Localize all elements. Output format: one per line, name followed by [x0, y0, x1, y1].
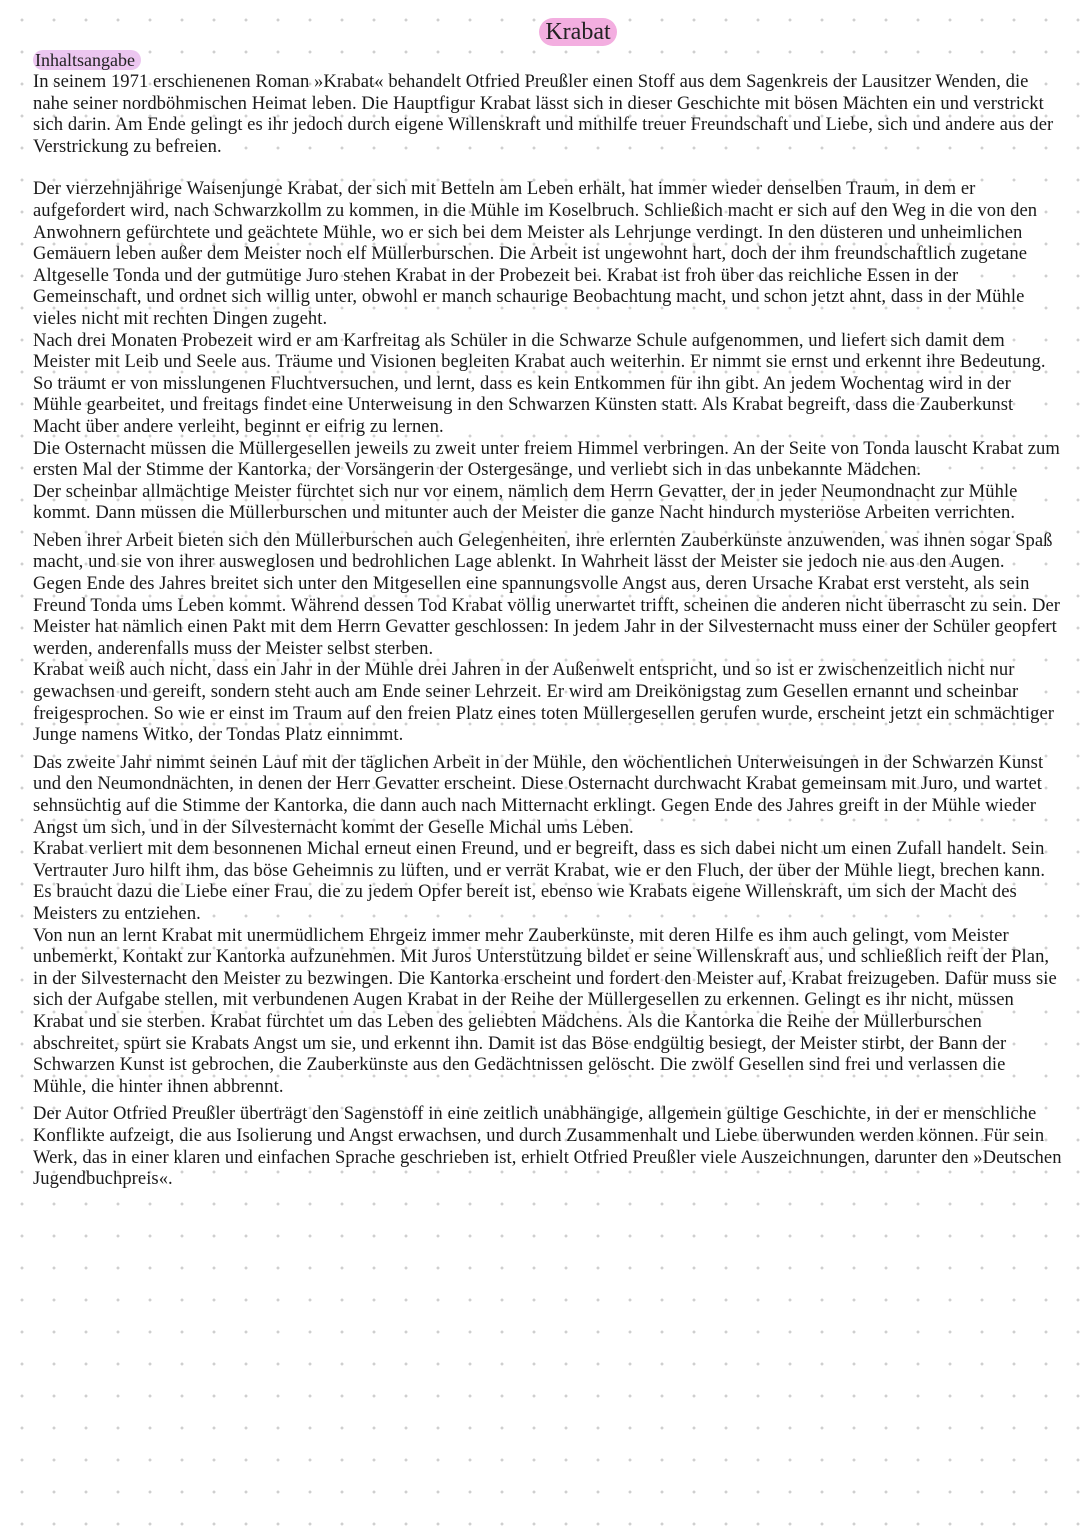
paragraph-michal: Krabat verliert mit dem besonnenen Michal erneut einen Freund, und er begreift, dass es sich dabei nicht um einen Zufall handelt. Sein Vertrauter Juro hilft ihm, das böse Geheimnis zu lüften, und er verrät Krabat, wie er den Fluch, der über der Mühle liegt, brechen kann. Es braucht dazu die Liebe einer Frau, die zu jedem Opfer bereit ist, ebenso wie Krabats eigene Willenskraft, um sich der Macht des Meisters zu entziehen. — [33, 838, 1046, 924]
paragraph-easter: Die Osternacht müssen die Müllergesellen jeweils zu zweit unter freiem Himmel verbringen. An der Seite von Tonda lauscht Krabat zum ersten Mal der Stimme der Kantorka, der Vorsängerin der Ostergesänge, und verliebt sich in das unbekannte Mädchen. — [33, 437, 1060, 481]
document-page — [33, 18, 1063, 1190]
paragraph-years: Krabat weiß auch nicht, dass ein Jahr in der Mühle drei Jahren in der Außenwelt entspricht, und so ist er zwischenzeitlich nicht nur gewachsen und gereift, sondern steht auch am Ende seiner Lehrzeit. Er wird am Dreikönigstag zum Gesellen ernannt und scheinbar freigesprochen. So wie er einst im Traum auf den freien Platz eines toten Müllergesellen gerufen wurde, erscheint jetzt ein schmächtiger Junge namens Witko, der Tondas Platz einnimmt. — [33, 659, 1055, 746]
paragraph-magic: Neben ihrer Arbeit bieten sich den Müllerburschen auch Gelegenheiten, ihre erlernten Zauberkünste anzuwenden, was ihnen sogar Spaß macht, und sie von ihrer ausweglosen und bedrohlichen Lage ablenkt. In Wahrheit lässt der Meister sie jedoch nie aus den Augen. — [33, 529, 1053, 573]
paragraph-dream: Der vierzehnjährige Waisenjunge Krabat, der sich mit Betteln am Leben erhält, hat immer wieder denselben Traum, in dem er aufgefordert wird, nach Schwarzkollm zu kommen, in die Mühle im Koselbruch. Schließich macht er sich auf den Weg in die von den Anwohnern gefürchtete und geächtete Mühle, wo er sich bei dem Meister als Lehrjunge verdingt. In den düsteren und unheimlichen Gemäuern leben außer dem Meister noch elf Müllerburschen. Die Arbeit ist ungewohnt hart, doch der ihm freundschaftlich zugetane Altgeselle Tonda und der gutmütige Juro stehen Krabat in der Probezeit bei. Krabat ist froh über das reichliche Essen in der Gemeinschaft, und ordnet sich willig unter, obwohl er manch schaurige Beobachtung macht, und schon jetzt ahnt, dass in der Mühle vieles nicht mit rechten Dingen zugeht. — [33, 178, 1038, 329]
paragraph-school: Nach drei Monaten Probezeit wird er am Karfreitag als Schüler in die Schwarze Schule aufgenommen, und liefert sich damit dem Meister mit Leib und Seele aus. Träume und Visionen begleiten Krabat auch weiterhin. Er nimmt sie ernst und erkennt ihre Bedeutung. So träumt er von misslungenen Fluchtversuchen, und lernt, dass es kein Entkommen für ihn gibt. An jedem Wochentag wird in der Mühle gearbeitet, und freitags findet eine Unterweisung in den Schwarzen Künsten statt. Als Krabat begreift, dass die Zauberkunst Macht über andere verleiht, beginnt er eifrig zu lernen. — [33, 329, 1046, 437]
subheading-row — [33, 48, 1063, 71]
title-row — [93, 18, 1063, 48]
paragraph-gevatter: Der scheinbar allmächtige Meister fürchtet sich nur vor einem, nämlich dem Herrn Gevatter, der in jeder Neumondnacht zur Mühle kommt. Dann müssen die Müllerburschen und mitunter auch der Meister die ganze Nacht hindurch mysteriöse Arbeiten verrichten. — [33, 480, 1018, 524]
paragraph-intro: In seinem 1971 erschienenen Roman »Krabat« behandelt Otfried Preußler einen Stoff aus dem Sagenkreis der Lausitzer Wenden, die nahe seiner nordböhmischen Heimat leben. Die Hauptfigur Krabat lässt sich in dieser Geschichte mit bösen Mächten ein und verstrickt sich darin. Am Ende gelingt es ihr jedoch durch eigene Willenskraft und mithilfe treuer Freundschaft und Liebe, sich und andere aus der Verstrickung zu befreien. — [33, 71, 1054, 157]
document-title: Krabat — [539, 18, 616, 46]
paragraph-second-year: Das zweite Jahr nimmt seinen Lauf mit der täglichen Arbeit in der Mühle, den wöchentlichen Unterweisungen in der Schwarzen Kunst und den Neumondnächten, in denen der Herr Gevatter erscheint. Diese Osternacht durchwacht Krabat gemeinsam mit Juro, und wartet sehnsüchtig auf die Stimme der Kantorka, die dann auch nach Mitternacht erklingt. Gegen Ende des Jahres greift in der Mühle wieder Angst um sich, und in der Silvesternacht kommt der Geselle Michal ums Leben. — [33, 751, 1044, 838]
section-heading: Inhaltsangabe — [33, 50, 141, 70]
paragraph-kantorka: Von nun an lernt Krabat mit unermüdlichem Ehrgeiz immer mehr Zauberkünste, mit deren Hilfe es ihm auch gelingt, vom Meister unbemerkt, Kontakt zur Kantorka aufzunehmen. Mit Juros Unterstützung bildet er seine Willenskraft aus, und schließlich reift der Plan, in der Silvesternacht den Meister zu bezwingen. Die Kantorka erscheint und fordert den Meister auf, Krabat freizugeben. Dafür muss sie sich der Aufgabe stellen, mit verbundenen Augen Krabat in der Reihe der Müllergesellen zu erkennen. Gelingt es ihr nicht, müssen Krabat und sie sterben. Krabat fürchtet um das Leben des geliebten Mädchens. Als die Kantorka die Reihe der Müllerburschen abschreitet, spürt sie Krabats Angst um sie, und erkennt ihn. Damit ist das Böse endgültig besiegt, der Meister stirbt, der Bann der Schwarzen Kunst ist gebrochen, die Zauberkünste aus den Gedächtnissen gelöscht. Die zwölf Gesellen sind frei und verlassen die Mühle, die hinter ihnen abbrennt. — [33, 924, 1057, 1097]
paragraph-author: Der Autor Otfried Preußler überträgt den Sagenstoff in eine zeitlich unabhängige, allgemein gültige Geschichte, in der er menschliche Konflikte aufzeigt, die aus Isolierung und Angst erwachsen, und durch Zusammenhalt und Liebe überwunden werden können. Für sein Werk, das in einer klaren und einfachen Sprache geschrieben ist, erhielt Otfried Preußler viele Auszeichnungen, darunter den »Deutschen Jugendbuchpreis«. — [33, 1103, 1062, 1190]
paragraph-tonda: Gegen Ende des Jahres breitet sich unter den Mitgesellen eine spannungsvolle Angst aus, deren Ursache Krabat erst versteht, als sein Freund Tonda ums Leben kommt. Während dessen Tod Krabat völlig unerwartet trifft, scheinen die anderen nicht überrascht zu sein. Der Meister hat nämlich einen Pakt mit dem Herrn Gevatter geschlossen: In jedem Jahr in der Silvesternacht muss einer der Schüler geopfert werden, anderenfalls muss der Meister selbst sterben. — [33, 573, 1061, 659]
